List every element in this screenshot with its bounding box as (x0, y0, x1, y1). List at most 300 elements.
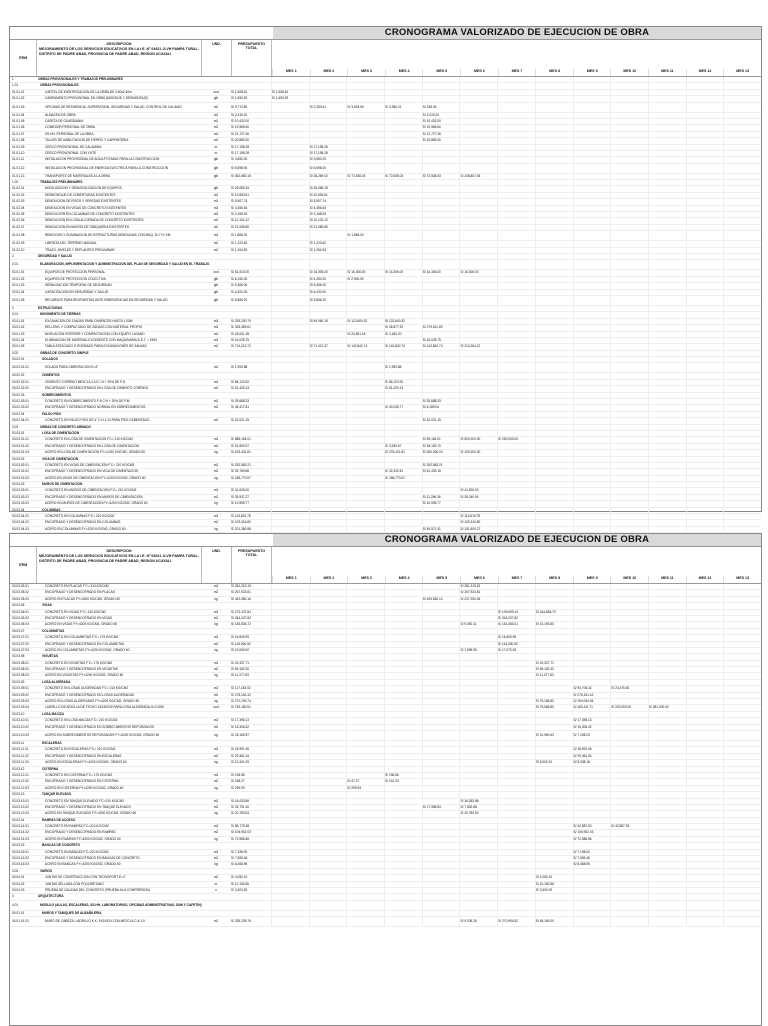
month-value (686, 319, 724, 324)
month-value (384, 514, 422, 519)
month-value: S/ 40,228.77 (384, 405, 422, 410)
month-value (686, 616, 724, 621)
month-value (686, 495, 724, 500)
month-cells (271, 482, 761, 487)
month-value (610, 212, 648, 217)
month-value (648, 231, 686, 240)
month-header: MES 2 (310, 576, 348, 583)
month-value (497, 399, 535, 404)
month-value (422, 380, 460, 385)
item-code: 03.02.03.01 (12, 399, 29, 404)
month-value (648, 444, 686, 449)
month-value (346, 731, 384, 740)
month-value (686, 488, 724, 493)
month-cells (271, 157, 761, 162)
month-value (309, 488, 347, 493)
item-description: MOVIMIENTO DE TIERRAS (40, 312, 81, 317)
month-value (648, 875, 686, 880)
month-value: S/ 3,303.00 (535, 888, 573, 893)
month-value (648, 712, 686, 717)
month-value (610, 508, 648, 513)
month-header: MES 4 (385, 576, 423, 583)
month-value (535, 824, 573, 829)
month-value (459, 629, 497, 634)
item-description: CONCRETO EN BANCAS F'C=210 KG/CM2 (45, 849, 109, 854)
month-value (309, 363, 347, 372)
month-value (573, 332, 611, 337)
month-value (271, 667, 309, 672)
month-value (271, 741, 309, 746)
item-description: EQUIPOS DE PROTECCION PERSONAL (45, 270, 106, 275)
month-value: S/ 2,168.53 (309, 212, 347, 217)
month-value (346, 917, 384, 926)
month-value (422, 584, 460, 589)
month-value (610, 894, 648, 899)
item-description: VARIOS (40, 868, 52, 873)
month-value (459, 779, 497, 784)
month-cells (271, 843, 761, 848)
month-value: S/ 109,316.80 (459, 520, 497, 525)
item-code: 03.03.08.03 (12, 673, 29, 678)
month-value (384, 283, 422, 288)
month-value (648, 501, 686, 506)
month-value (573, 231, 611, 240)
month-value (346, 431, 384, 436)
month-value: S/ 161,283.01 (497, 622, 535, 627)
month-value (497, 811, 535, 816)
item-description: CONCRETO EN CISTERNA F'C= 175 KG/CM2 (45, 772, 113, 777)
month-value (723, 661, 761, 666)
month-value (422, 319, 460, 324)
item-code: 1 (12, 77, 14, 81)
month-value (384, 125, 422, 130)
month-value: S/ 9,360.11 (459, 622, 497, 627)
month-value (610, 514, 648, 519)
month-value (535, 501, 573, 506)
month-value (271, 590, 309, 595)
month-value (610, 616, 648, 621)
month-value (723, 180, 761, 185)
item-unit: glb (213, 283, 219, 288)
month-value (686, 760, 724, 765)
month-header: MES 7 (498, 69, 536, 76)
month-value (610, 119, 648, 124)
month-value: S/ 20,337.71 (535, 661, 573, 666)
month-value (535, 103, 573, 112)
month-value (497, 818, 535, 823)
month-value (686, 344, 724, 349)
month-value: S/ 49,571.31 (422, 527, 460, 532)
month-value: S/ 16,306.00 (384, 270, 422, 275)
month-header: MES 12 (686, 69, 724, 76)
budget-header: PRESUPUESTO TOTAL (231, 547, 271, 583)
month-cells (271, 616, 761, 621)
month-value (573, 277, 611, 282)
month-value (459, 642, 497, 647)
month-value (384, 520, 422, 525)
month-value (459, 151, 497, 156)
month-value: S/ 47.07 (346, 779, 384, 784)
month-value (648, 642, 686, 647)
item-code: 03.03.01 (12, 430, 25, 435)
month-value (271, 917, 309, 926)
month-value (723, 186, 761, 191)
month-value: S/ 270,994.82 (497, 917, 535, 926)
month-value: S/ 95,164.01 (422, 437, 460, 442)
month-value (535, 818, 573, 823)
month-value (648, 90, 686, 95)
month-header: MES 9 (573, 69, 611, 76)
month-value (459, 824, 497, 829)
item-description: CONCRETO EN VIGUETAS F'C= 175 KG/CM2 (45, 660, 113, 665)
month-value (459, 199, 497, 204)
month-value (686, 476, 724, 481)
month-value (271, 869, 309, 874)
month-value (610, 811, 648, 816)
month-cells (271, 296, 761, 305)
month-value (309, 705, 347, 710)
month-value (535, 635, 573, 640)
month-value (686, 469, 724, 474)
month-value (384, 894, 422, 899)
month-value (309, 380, 347, 385)
item-budget: S/ 1,866.02 (231, 233, 248, 238)
month-value (648, 296, 686, 305)
month-value (384, 875, 422, 880)
month-value (309, 351, 347, 356)
month-value (384, 425, 422, 430)
month-value (573, 673, 611, 678)
month-value (610, 77, 648, 82)
month-value (686, 450, 724, 455)
month-value (648, 482, 686, 487)
item-unit: m2 (213, 443, 219, 448)
month-cells (271, 882, 761, 887)
month-value (573, 90, 611, 95)
item-code: 01.02.01 (12, 186, 25, 191)
month-value (723, 869, 761, 874)
month-value (271, 103, 309, 112)
month-value: S/ 142,842.74 (422, 344, 460, 349)
item-unit: m2 (213, 779, 219, 784)
item-code: 03.03.09 (12, 679, 25, 684)
month-value (686, 888, 724, 893)
months-header (271, 547, 761, 583)
month-value (535, 648, 573, 653)
month-value: S/ 20,889.30 (422, 138, 460, 143)
month-value (573, 193, 611, 198)
month-value (459, 212, 497, 217)
month-value: S/ 1,866.02 (346, 231, 384, 240)
month-value (686, 508, 724, 513)
item-code: 02.01.04 (12, 289, 25, 294)
month-value (497, 319, 535, 324)
month-value (459, 843, 497, 848)
month-value (723, 260, 761, 269)
month-value (271, 425, 309, 430)
month-value: S/ 79,068.80 (535, 705, 573, 710)
item-description: ENCOFRADO Y DESENCOFRADO EN PLACAS (45, 590, 115, 595)
month-value (497, 603, 535, 608)
month-value (309, 830, 347, 835)
month-value: S/ 6,189.04 (422, 405, 460, 410)
item-unit: m2 (213, 615, 219, 620)
month-value (309, 811, 347, 816)
item-budget (231, 603, 271, 608)
month-value (648, 431, 686, 436)
month-value (573, 248, 611, 253)
month-value (686, 283, 724, 288)
project-name: MEJORAMIENTO DE LOS SERVICIOS EDUCATIVOS EN LA I.E. Nº 64921 JLVH PAMPA TURAL, DISTRITO DE PADRE ABAD, PROVINCIA DE PADRE ABAD, REGION UCAYALI (39, 47, 199, 56)
month-cells (271, 431, 761, 436)
item-budget: S/ 85,775.48 (231, 824, 250, 829)
month-value (422, 231, 460, 240)
item-code: 03.03.03 (12, 482, 25, 487)
item-unit: m2 (213, 667, 219, 672)
month-value (535, 344, 573, 349)
month-value (422, 661, 460, 666)
month-value (648, 248, 686, 253)
month-value (497, 718, 535, 723)
month-value (497, 693, 535, 698)
month-value (346, 754, 384, 759)
month-cells (271, 520, 761, 525)
item-code: 03.03.08 (12, 654, 25, 659)
month-value: S/ 32,330.51 (384, 469, 422, 474)
month-value (459, 741, 497, 746)
month-value (346, 90, 384, 95)
month-header: MES 8 (535, 576, 573, 583)
month-value (610, 875, 648, 880)
month-value (271, 399, 309, 404)
month-value (497, 425, 535, 430)
month-value (723, 635, 761, 640)
month-value (422, 514, 460, 519)
month-value (648, 325, 686, 330)
month-value (422, 386, 460, 391)
month-value: S/ 72,538.03 (384, 174, 422, 179)
month-value (535, 437, 573, 442)
item-code: 03.03.15.01 (12, 849, 29, 854)
item-unit: m2 (213, 218, 219, 223)
item-budget: S/ 1,264.53 (231, 247, 248, 252)
month-value (686, 667, 724, 672)
month-value (309, 597, 347, 602)
month-cells (271, 875, 761, 880)
month-value (535, 96, 573, 101)
item-budget: S/ 196.56 (231, 772, 245, 777)
month-value (309, 767, 347, 772)
month-value (610, 437, 648, 442)
month-value (610, 450, 648, 455)
month-cells (271, 270, 761, 275)
month-value (384, 501, 422, 506)
month-value (309, 850, 347, 855)
month-cells (271, 125, 761, 130)
item-budget (231, 712, 271, 717)
month-value (535, 319, 573, 324)
month-cells (271, 241, 761, 246)
month-value (686, 290, 724, 295)
month-value (346, 705, 384, 710)
month-value (271, 911, 309, 916)
month-value (648, 225, 686, 230)
month-value (723, 425, 761, 430)
month-value: S/ 29,361.34 (573, 754, 611, 759)
item-description: NIVELACION INTERIOR Y COMPACTACION CON EQUIPO LIVIANO (45, 331, 145, 336)
month-value (686, 610, 724, 615)
month-header: MES 6 (460, 69, 498, 76)
month-value (346, 325, 384, 330)
month-value (497, 875, 535, 880)
item-unit: m2 (213, 856, 219, 861)
month-cells (271, 248, 761, 253)
month-value (497, 673, 535, 678)
month-cells (271, 773, 761, 778)
month-value (497, 157, 535, 162)
month-value (346, 164, 384, 173)
month-value (309, 786, 347, 791)
month-value (573, 584, 611, 589)
month-cells (271, 850, 761, 855)
month-value (648, 495, 686, 500)
item-unit: m2 (213, 224, 219, 229)
month-value (309, 673, 347, 678)
month-cells (271, 767, 761, 772)
item-code: 01.02.08 (12, 233, 25, 238)
month-value (573, 151, 611, 156)
month-value (384, 767, 422, 772)
month-value (610, 501, 648, 506)
month-value (309, 818, 347, 823)
month-value (723, 488, 761, 493)
item-description: MODULO (AULAS, ESCALERAS, SS.HH, LABORATORIOS, OFICINAS ADMINISTRATIVAS, SUM Y CAFETIN) (40, 902, 202, 907)
month-value (610, 805, 648, 810)
month-value (610, 270, 648, 275)
month-cells (271, 654, 761, 659)
month-value (686, 90, 724, 95)
item-code: 01.01.12 (12, 165, 25, 170)
month-value (535, 718, 573, 723)
month-value (610, 254, 648, 259)
item-description: VIGAS (42, 603, 52, 608)
month-value (573, 206, 611, 211)
item-description: ENCOFRADO Y DESENCOFRADO EN TANQUE ELEVADO (45, 804, 131, 809)
month-value (648, 818, 686, 823)
month-value (459, 754, 497, 759)
month-value (384, 351, 422, 356)
month-value (686, 875, 724, 880)
month-value (573, 319, 611, 324)
month-value (384, 811, 422, 816)
month-value (497, 405, 535, 410)
item-unit: m2 (213, 365, 219, 370)
item-unit (201, 254, 231, 259)
month-value (573, 405, 611, 410)
month-value (497, 508, 535, 513)
month-value: S/ 5,866.20 (309, 296, 347, 305)
month-value (271, 125, 309, 130)
month-value (459, 661, 497, 666)
month-cells (271, 673, 761, 678)
month-value (686, 77, 724, 82)
month-value (610, 773, 648, 778)
month-cells (271, 741, 761, 746)
month-value (723, 151, 761, 156)
month-value (573, 113, 611, 118)
item-budget: S/ 25,688.33 (231, 399, 250, 404)
month-value (686, 405, 724, 410)
item-code: 1.02 (12, 180, 19, 185)
month-value (648, 212, 686, 217)
month-value (497, 837, 535, 842)
month-value (573, 164, 611, 173)
month-value (309, 90, 347, 95)
month-value (346, 911, 384, 916)
month-value (610, 225, 648, 230)
month-cells (271, 610, 761, 615)
month-value (497, 312, 535, 317)
item-unit: kg (214, 760, 218, 765)
month-value (686, 199, 724, 204)
month-value (459, 901, 497, 910)
month-cells (271, 357, 761, 362)
months-header (271, 40, 761, 76)
item-description: TRANSPORTE DE MATERIALES A LA OBRA (45, 173, 111, 178)
month-value (346, 338, 384, 343)
month-value (459, 718, 497, 723)
item-description: LOSA MACIZA (42, 711, 65, 716)
month-value (648, 270, 686, 275)
item-unit: m2 (213, 125, 219, 130)
month-value (309, 405, 347, 410)
month-value (271, 319, 309, 324)
month-value (346, 306, 384, 311)
month-value (610, 597, 648, 602)
item-unit: m3 (213, 437, 219, 442)
month-value (309, 654, 347, 659)
month-value (271, 654, 309, 659)
month-value (648, 786, 686, 791)
month-value (422, 686, 460, 691)
month-value (309, 113, 347, 118)
month-value (459, 773, 497, 778)
month-value (610, 418, 648, 423)
month-value (384, 603, 422, 608)
month-value (309, 911, 347, 916)
item-unit (201, 741, 231, 746)
month-value (573, 622, 611, 627)
month-value (497, 138, 535, 143)
month-value (648, 357, 686, 362)
month-value (422, 917, 460, 926)
month-value (422, 83, 460, 88)
month-value (346, 894, 384, 899)
item-unit: kg (214, 699, 218, 704)
month-value (459, 875, 497, 880)
item-description: ALMACEN DE OBRA (45, 112, 76, 117)
month-value (648, 830, 686, 835)
month-cells (271, 206, 761, 211)
month-value: S/ 61,439.15 (422, 469, 460, 474)
month-value (648, 760, 686, 765)
month-value: S/ 4,250.00 (309, 277, 347, 282)
month-value (686, 792, 724, 797)
item-description: OBRAS PROVISIONALES Y TRABAJOS PRELIMINARES (38, 77, 123, 81)
item-code: 03.02.01.01 (12, 365, 29, 370)
month-cells (271, 629, 761, 634)
month-value (573, 590, 611, 595)
